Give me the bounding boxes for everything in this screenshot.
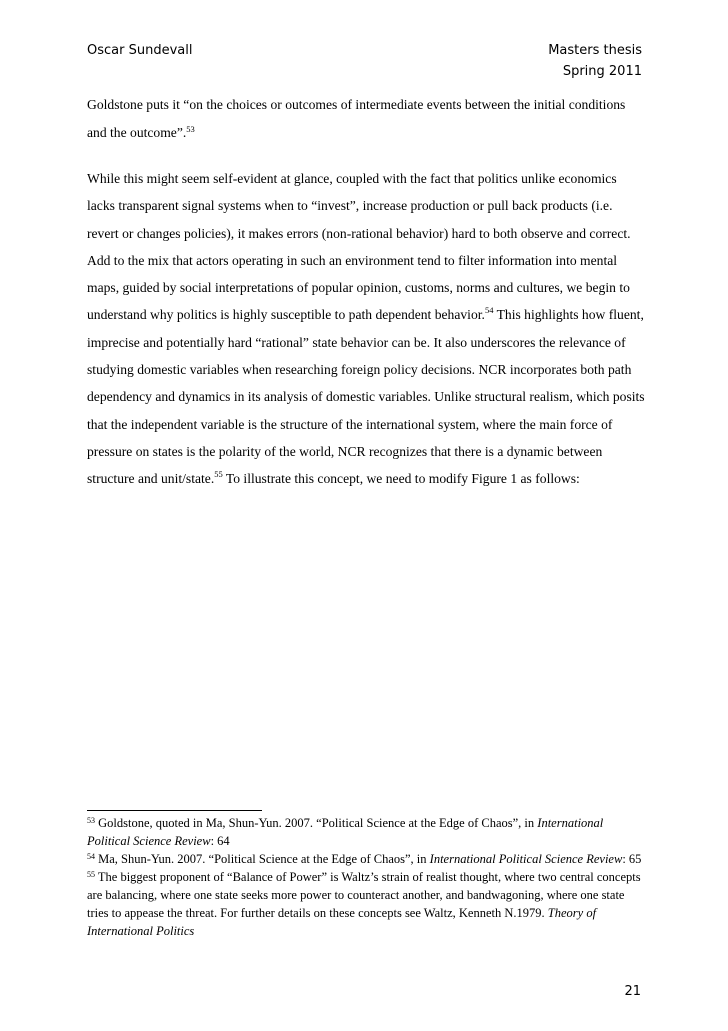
author-name: Oscar Sundevall <box>87 43 193 58</box>
paragraph-1 <box>87 91 647 147</box>
footnote-ref-53[interactable]: 53 <box>186 124 195 134</box>
footnote-ref-54[interactable]: 54 <box>484 305 494 316</box>
footnote-number: 54 <box>87 852 95 861</box>
paragraph-2-text-a: While this might seem self-evident at glance, coupled with the fact that politics unlike economics lacks transparent signal systems when to “invest”, increase production or pull back products (i.e. revert or changes policies), it makes errors (non-rational behavior) hard to both observe and correct. Add to the mix that actors operating in such an environment tend to filter information into mental maps, guided by social interpretations of popular opinion, customs, norms and cultures, we begin to understand why politics is highly susceptible to path dependent behavior. <box>87 171 631 323</box>
footnote-text: The biggest proponent of “Balance of Power” is Waltz’s strain of realist thought, where two central concepts are balancing, where one state seeks more power to counteract another, and bandwagoning, where one state tries to appease the threat. For further details on these concepts see Waltz, Kenneth N.1979. <box>87 870 641 920</box>
paragraph-1-text: Goldstone puts it “on the choices or outcomes of intermediate events between the initial conditions and the outcome”. <box>87 97 626 140</box>
footnote-journal: International Political Science Review <box>87 816 604 848</box>
footnote-53 <box>87 814 647 850</box>
footnote-text: Ma, Shun-Yun. 2007. “Political Science at the Edge of Chaos”, in <box>95 852 430 866</box>
footnote-journal: International Political Science Review <box>429 852 623 866</box>
footnote-separator <box>87 810 262 811</box>
paragraph-2-text-b: This highlights how fluent, imprecise and potentially hard “rational” state behavior can be. It also underscores the relevance of studying domestic variables when researching foreign policy decisions. NCR incorporates both path dependency and dynamics in its analysis of domestic variables. Unlike structural realism, which posits that the independent variable is the structure of the international system, where the main force of pressure on states is the polarity of the world, NCR recognizes that there is a dynamic between structure and unit/state. <box>87 307 645 487</box>
footnote-book-title: Theory of International Politics <box>87 906 597 938</box>
thesis-info <box>548 40 642 82</box>
footnote-ref-55[interactable]: 55 <box>214 469 223 480</box>
footnote-54 <box>87 850 647 868</box>
footnote-number: 53 <box>87 816 95 825</box>
document-type: Masters thesis <box>548 43 642 58</box>
footnotes <box>87 814 647 940</box>
footnote-55 <box>87 868 647 940</box>
paragraph-2 <box>87 165 647 493</box>
footnote-tail: : 64 <box>210 834 230 848</box>
footnote-tail: : 65 <box>622 852 642 866</box>
footnote-text: Goldstone, quoted in Ma, Shun-Yun. 2007. “Political Science at the Edge of Chaos”, in <box>95 816 538 830</box>
footnote-number: 55 <box>87 870 95 879</box>
page-number: 21 <box>624 984 641 999</box>
paragraph-2-text-c: To illustrate this concept, we need to modify Figure 1 as follows: <box>222 471 580 487</box>
term: Spring 2011 <box>562 64 642 79</box>
